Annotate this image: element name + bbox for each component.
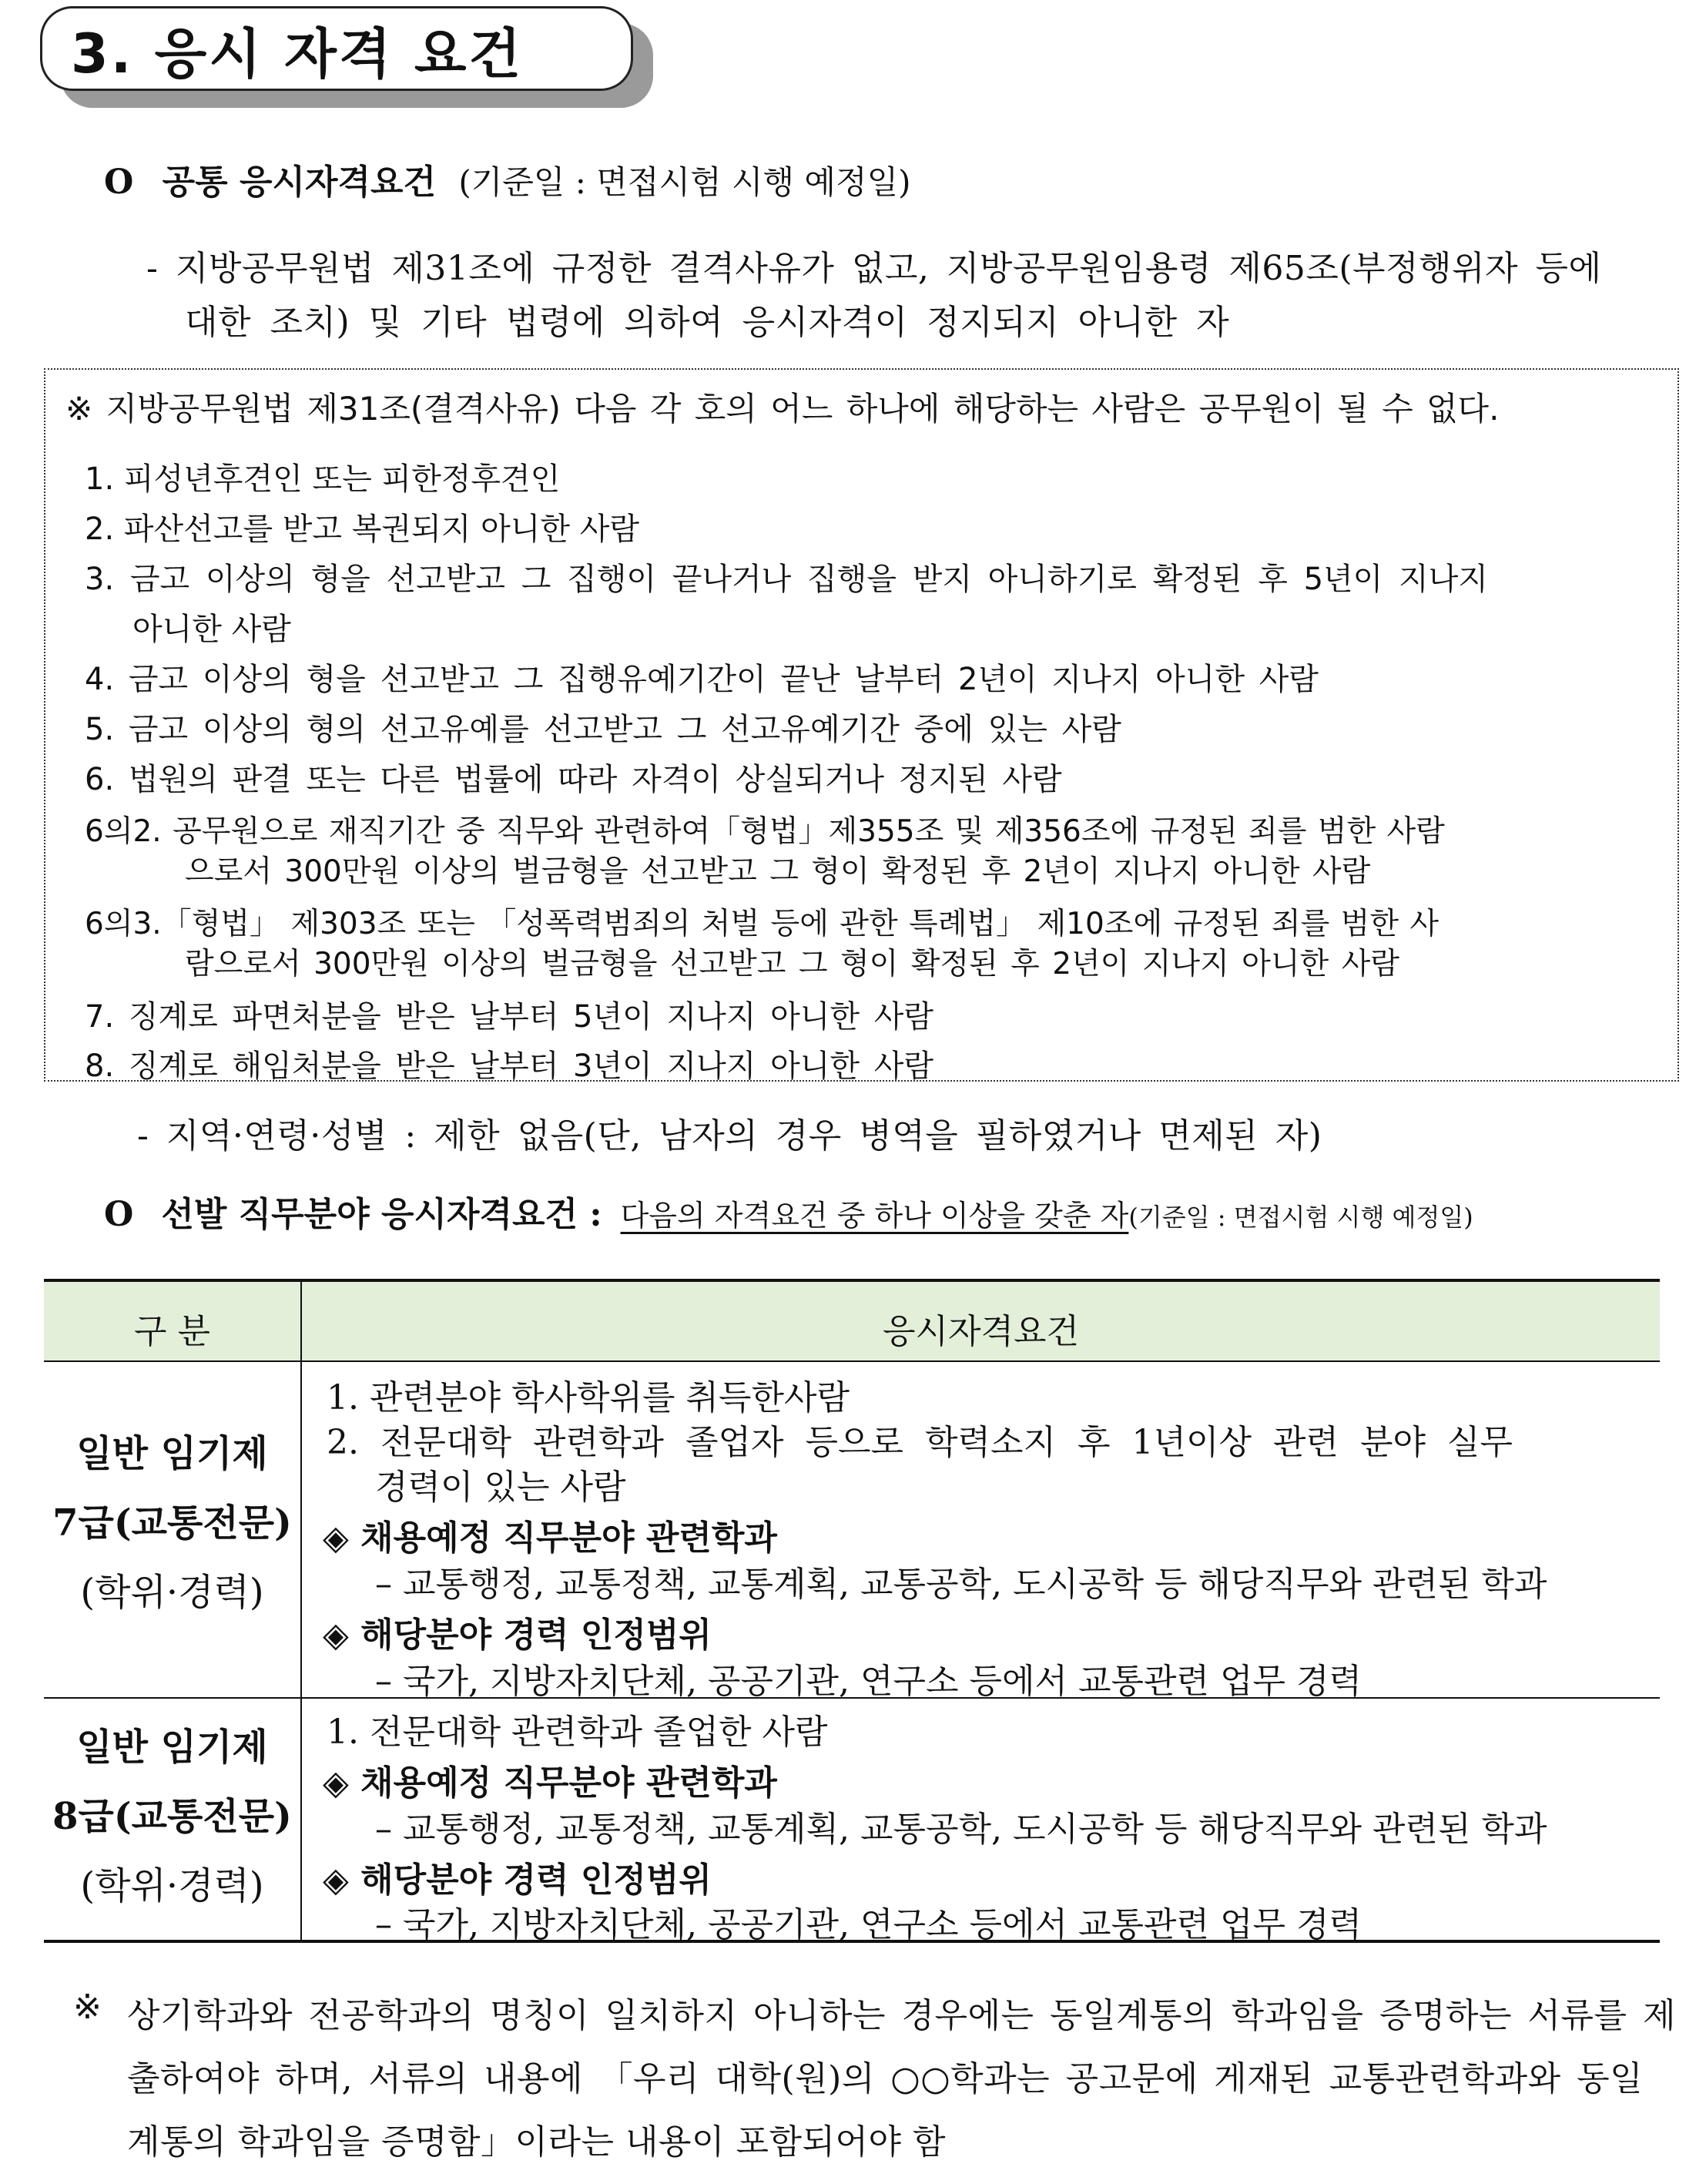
notice-item: 7. 징계로 파면처분을 받은 날부터 5년이 지나지 아니한 사람 xyxy=(85,999,934,1035)
table-header-requirements: 응시자격요건 xyxy=(882,1312,1080,1351)
footnote-mark: ※ xyxy=(73,1988,102,2027)
footnote-line: 계통의 학과임을 증명함」이라는 내용이 포함되어야 함 xyxy=(127,2122,947,2162)
selection-note: (기준일 : 면접시험 시행 예정일) xyxy=(1128,1203,1473,1232)
table-column-divider xyxy=(300,1282,302,1940)
circle-marker: O xyxy=(104,163,134,202)
requirement-heading: ◈ 채용예정 직무분야 관련학과 xyxy=(323,1763,777,1803)
requirement-heading: ◈ 해당분야 경력 인정범위 xyxy=(323,1615,712,1655)
notice-item: 2. 파산선고를 받고 복권되지 아니한 사람 xyxy=(85,512,639,547)
selection-heading-row xyxy=(104,1186,1473,1236)
table-header-category: 구 분 xyxy=(134,1312,210,1351)
notice-item: 6. 법원의 판결 또는 다른 법률에 따라 자격이 상실되거나 정지된 사람 xyxy=(85,762,1062,797)
common-heading: 공통 응시자격요건 xyxy=(162,163,437,202)
selection-requirement: 다음의 자격요건 중 하나 이상을 갖춘 자 xyxy=(620,1199,1129,1233)
notice-item: 1. 피성년후견인 또는 피한정후견인 xyxy=(85,461,561,497)
region-age-gender-line: - 지역·연령·성별 : 제한 없음(단, 남자의 경우 병역을 필하였거나 면제된 자) xyxy=(137,1116,1322,1156)
category-line: 8급(교통전문) xyxy=(52,1795,292,1838)
selection-heading: 선발 직무분야 응시자격요건 : xyxy=(161,1195,602,1234)
notice-item-cont: 람으로서 300만원 이상의 벌금형을 선고받고 그 형이 확정된 후 2년이 지나지 아니한 사람 xyxy=(185,947,1399,981)
requirement-line: – 국가, 지방자치단체, 공공기관, 연구소 등에서 교통관련 업무 경력 xyxy=(375,1662,1362,1701)
table-row-category xyxy=(44,1713,300,1921)
requirement-line: – 국가, 지방자치단체, 공공기관, 연구소 등에서 교통관련 업무 경력 xyxy=(375,1905,1362,1944)
category-line: 7급(교통전문) xyxy=(52,1501,292,1545)
requirement-line: 2. 전문대학 관련학과 졸업자 등으로 학력소지 후 1년이상 관련 분야 실무 xyxy=(327,1423,1513,1462)
common-bullet-line: 대한 조치) 및 기타 법령에 의하여 응시자격이 정지되지 아니한 자 xyxy=(185,303,1230,342)
requirement-line: 1. 관련분야 학사학위를 취득한사람 xyxy=(327,1378,850,1417)
requirement-heading: ◈ 채용예정 직무분야 관련학과 xyxy=(323,1518,777,1558)
footnote-line: 상기학과와 전공학과의 명칭이 일치하지 아니하는 경우에는 동일계통의 학과임을 증명하는 서류를 제 xyxy=(127,1996,1677,2035)
requirement-line: – 교통행정, 교통정책, 교통계획, 교통공학, 도시공학 등 해당직무와 관련된 학과 xyxy=(375,1810,1547,1849)
notice-item: 5. 금고 이상의 형의 선고유예를 선고받고 그 선고유예기간 중에 있는 사람 xyxy=(85,712,1121,747)
requirement-heading: ◈ 해당분야 경력 인정범위 xyxy=(323,1860,712,1900)
footnote-line: 출하여야 하며, 서류의 내용에 「우리 대학(원)의 ○○학과는 공고문에 게재된 교통관련학과와 동일 xyxy=(127,2059,1644,2098)
notice-item: 8. 징계로 해임처분을 받은 날부터 3년이 지나지 아니한 사람 xyxy=(85,1048,934,1084)
notice-item: 4. 금고 이상의 형을 선고받고 그 집행유예기간이 끝난 날부터 2년이 지나지 아니한 사람 xyxy=(85,662,1319,697)
requirement-line: 1. 전문대학 관련학과 졸업한 사람 xyxy=(327,1713,828,1752)
requirements-table xyxy=(44,1279,1660,1943)
circle-marker: O xyxy=(104,1195,134,1234)
common-heading-row xyxy=(104,154,911,203)
notice-item: 3. 금고 이상의 형을 선고받고 그 집행이 끝나거나 집행을 받지 아니하기로 확정된 후 5년이 지나지 xyxy=(85,562,1488,597)
category-line: 일반 임기제 xyxy=(76,1726,268,1769)
notice-item: 6의3.「형법」 제303조 또는 「성폭력범죄의 처벌 등에 관한 특례법」 제10조에 규정된 죄를 범한 사 xyxy=(85,907,1440,941)
section-title: 3. 응시 자격 요건 xyxy=(71,22,524,86)
common-bullet-line: - 지방공무원법 제31조에 규정한 결격사유가 없고, 지방공무원임용령 제65조(부정행위자 등에 xyxy=(146,249,1602,288)
notice-title: ※ 지방공무원법 제31조(결격사유) 다음 각 호의 어느 하나에 해당하는 사람은 공무원이 될 수 없다. xyxy=(65,390,1500,428)
category-line: (학위·경력) xyxy=(80,1864,264,1907)
requirement-line: 경력이 있는 사람 xyxy=(375,1468,626,1507)
requirement-line: – 교통행정, 교통정책, 교통계획, 교통공학, 도시공학 등 해당직무와 관련된 학과 xyxy=(375,1565,1547,1604)
category-line: (학위·경력) xyxy=(80,1571,264,1614)
notice-item-cont: 아니한 사람 xyxy=(132,612,291,647)
notice-item-cont: 으로서 300만원 이상의 벌금형을 선고받고 그 형이 확정된 후 2년이 지나지 아니한 사람 xyxy=(185,854,1371,889)
table-header-rule xyxy=(44,1360,1660,1362)
table-row-category xyxy=(44,1419,300,1627)
category-line: 일반 임기제 xyxy=(76,1432,268,1475)
notice-item: 6의2. 공무원으로 재직기간 중 직무와 관련하여「형법」제355조 및 제356조에 규정된 죄를 범한 사람 xyxy=(85,814,1445,849)
common-heading-note: (기준일 : 면접시험 시행 예정일) xyxy=(458,163,911,201)
